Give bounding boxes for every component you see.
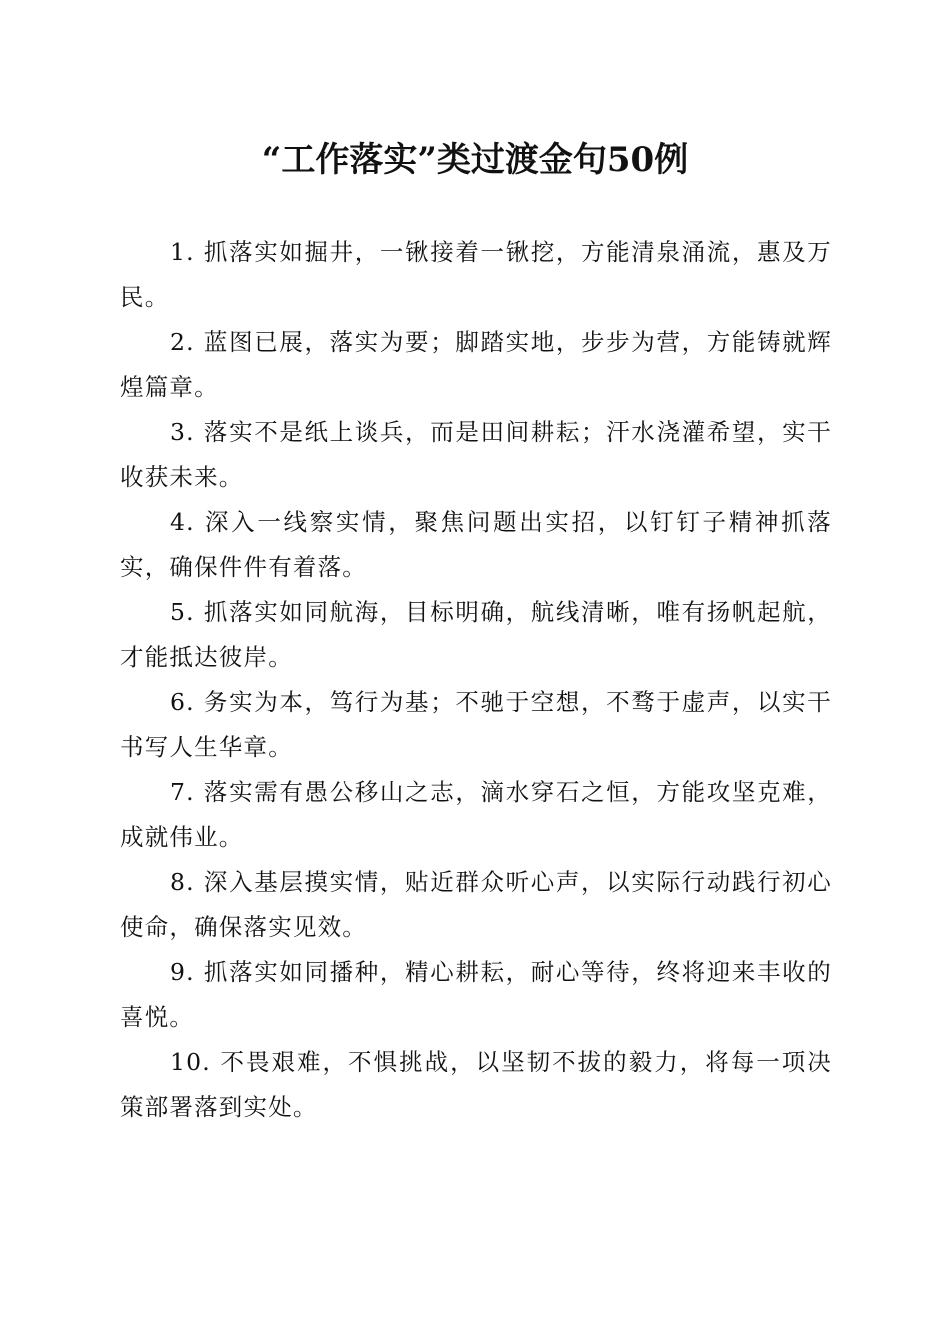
- document-body: [120, 230, 832, 1130]
- list-item: 4. 深入一线察实情，聚焦问题出实招，以钉钉子精神抓落实，确保件件有着落。: [120, 508, 832, 581]
- list-item: 5. 抓落实如同航海，目标明确，航线清晰，唯有扬帆起航，才能抵达彼岸。: [120, 598, 832, 671]
- list-item: 8. 深入基层摸实情，贴近群众听心声，以实际行动践行初心使命，确保落实见效。: [120, 868, 832, 941]
- list-item: 9. 抓落实如同播种，精心耕耘，耐心等待，终将迎来丰收的喜悦。: [120, 958, 832, 1031]
- list-item: 7. 落实需有愚公移山之志，滴水穿石之恒，方能攻坚克难，成就伟业。: [120, 778, 832, 851]
- list-item: 2. 蓝图已展，落实为要；脚踏实地，步步为营，方能铸就辉煌篇章。: [120, 328, 832, 401]
- list-item: 10. 不畏艰难，不惧挑战，以坚韧不拔的毅力，将每一项决策部署落到实处。: [120, 1048, 832, 1121]
- document-title: “工作落实”类过渡金句50例: [261, 140, 689, 180]
- list-item: 1. 抓落实如掘井，一锹接着一锹挖，方能清泉涌流，惠及万民。: [120, 238, 832, 311]
- list-item: 3. 落实不是纸上谈兵，而是田间耕耘；汗水浇灌希望，实干收获未来。: [120, 418, 832, 491]
- list-item: 6. 务实为本，笃行为基；不驰于空想，不骛于虚声，以实干书写人生华章。: [120, 688, 832, 761]
